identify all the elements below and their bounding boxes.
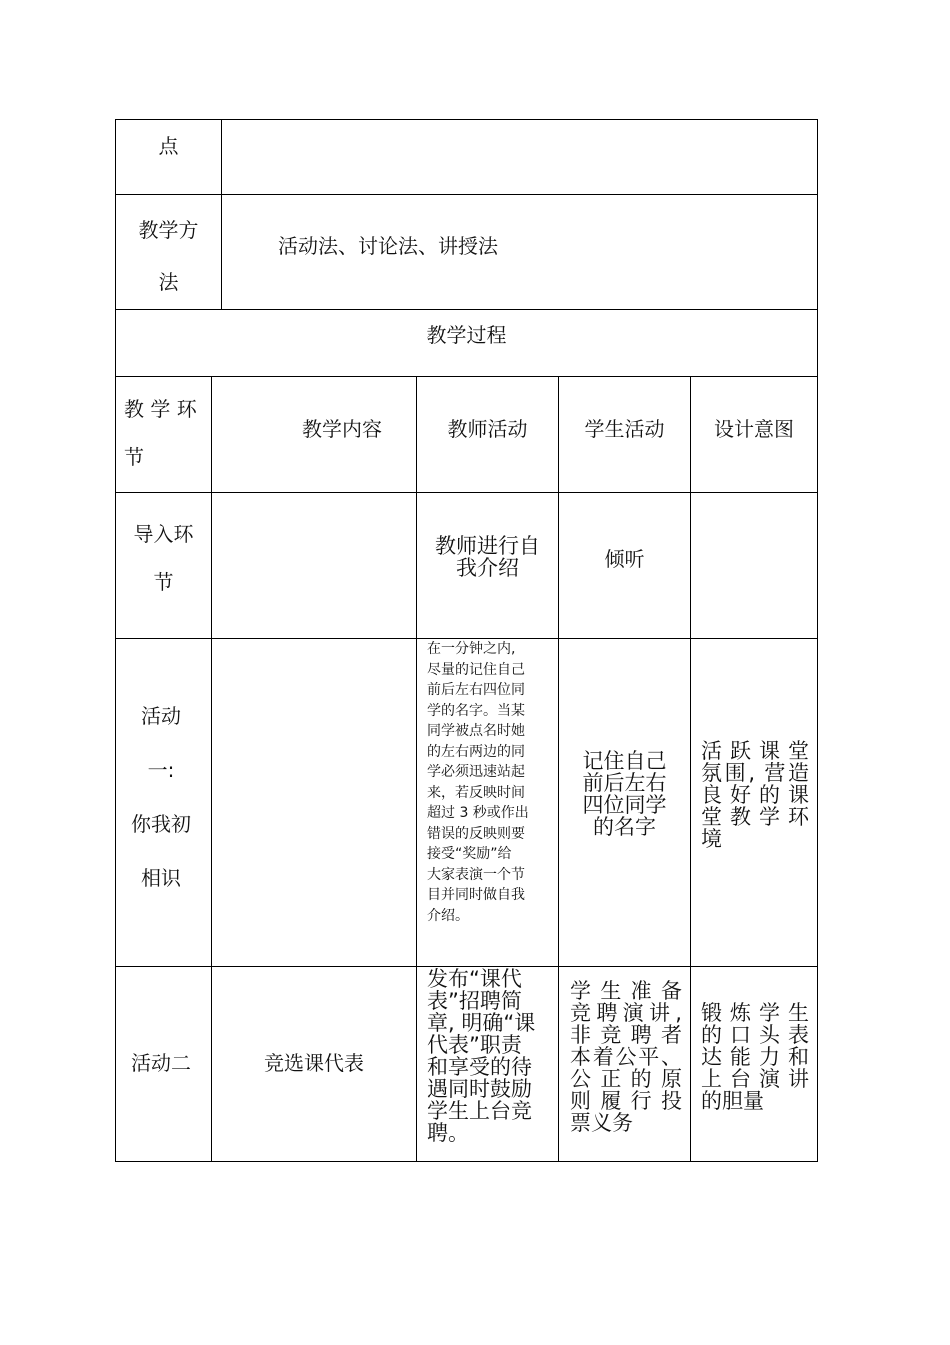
student-activity-one: 记住自己 前后左右 四位同学 的名字 [582,749,667,839]
row-label-kaohe [116,130,221,159]
intent-activity-two: 锻 炼 学 生 的 口 头 表 达 能 力 和 上 台 演 讲 的胆量 [701,1001,809,1113]
stage-activity-two: 活动二 [131,1051,191,1075]
student-intro: 倾听 [604,547,645,571]
header-intent: 设计意图 [714,416,794,441]
student-activity-two: 学 生 准 备 竞聘演讲, 非 竞 聘 者 本着公平、 公 正 的 原 则 履 行 投 票义务 [570,979,682,1135]
content-activity-two: 竞选课代表 [264,1051,364,1075]
table-col-divider [221,119,222,310]
teacher-activity-one: 在一分钟之内, 尽量的记住自己 前后左右四位同 学的名字。当某 同学被点名时她 的左右两边的同 学必须迅速站起 来，若反映时间 超过 3 秒或作出 错误的反映则要 接受“奖励”给 大家表演一个节 目并同时做自我 介绍。 [427,641,529,924]
table-col-divider [690,376,691,1162]
header-teacher: 教师活动 [447,416,528,441]
table-col-divider [416,376,417,1162]
table-border-right [817,119,818,1162]
row-value-method: 活动法、讨论法、讲授法 [278,234,498,258]
stage-intro: 导入环 节 [133,522,194,594]
intent-activity-one: 活 跃 课 堂 氛围, 营造 良 好 的 课 堂 教 学 环 境 [701,739,809,851]
table-border-bottom [115,1161,818,1162]
header-content: 教学内容 [302,417,382,441]
header-stage: 教 学 环 节 [124,397,197,469]
teacher-activity-two: 发布“课代 表”招聘简 章, 明确“课 代表”职责 和享受的待 遇同时鼓励 学生上台竞 聘。 [427,967,536,1145]
process-header: 教学过程 [426,322,507,347]
row-label-method: 教学方 法 [138,218,199,294]
table-col-divider [211,376,212,1162]
table-row-divider [115,492,818,493]
stage-activity-one: 活动 一: 你我初 相识 [131,704,191,890]
row-label-text: 点 [158,134,179,158]
teacher-intro: 教师进行自 我介绍 [435,534,540,580]
header-student: 学生活动 [584,416,665,441]
